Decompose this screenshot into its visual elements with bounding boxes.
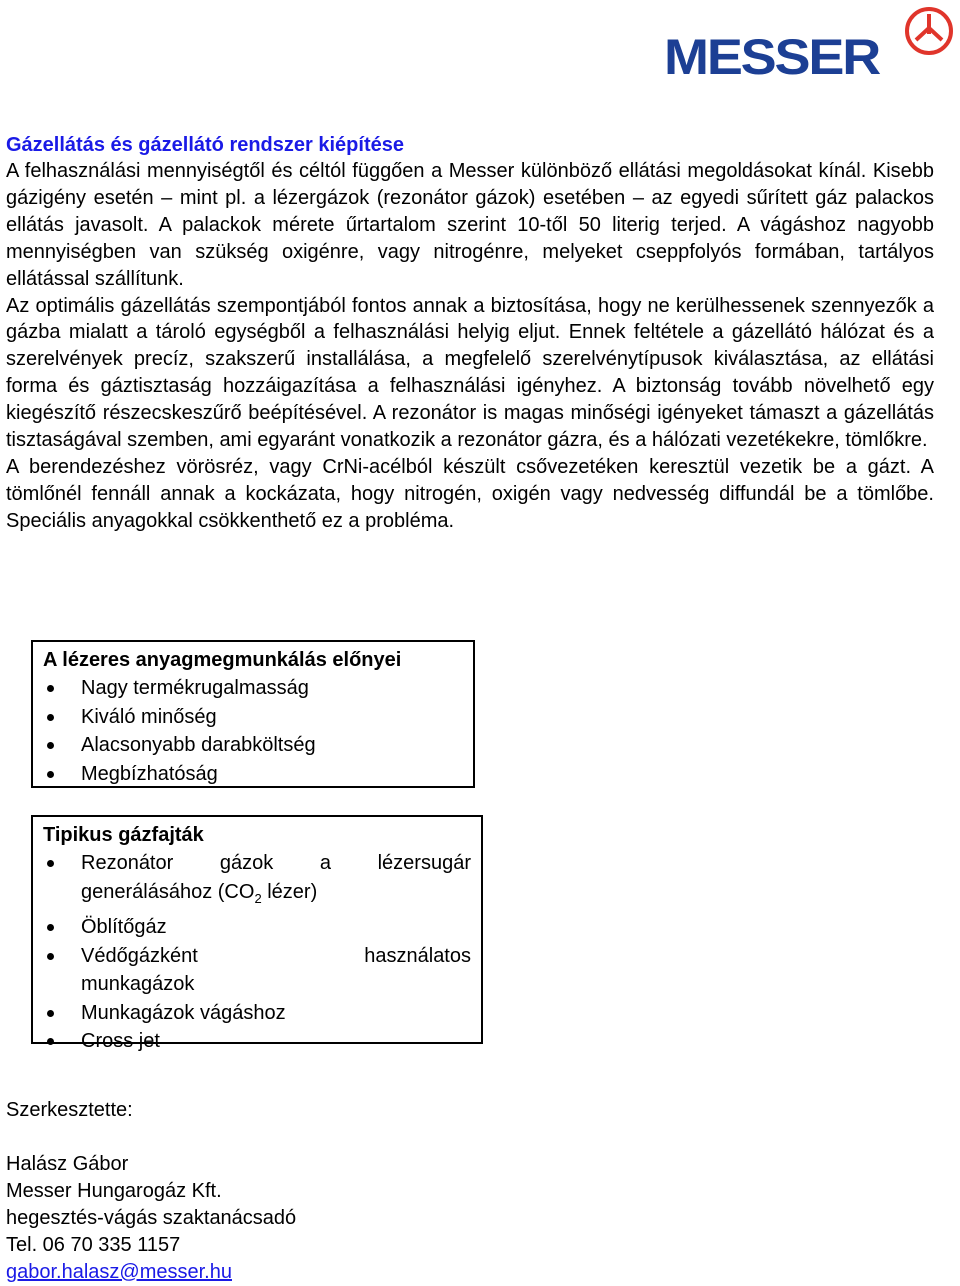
author-block (6, 1151, 296, 1286)
bullet-icon (47, 924, 54, 931)
bullet-icon (47, 714, 54, 721)
list-item: Rezonátor gázok a lézersugár generálásához ($CO_2$ lézer) (43, 849, 471, 913)
bullet-icon (47, 860, 54, 867)
gas-types-list (43, 849, 471, 1056)
advantages-list (43, 674, 463, 788)
body-text (6, 158, 934, 535)
bullet-icon (47, 685, 54, 692)
advantages-title: A lézeres anyagmegmunkálás előnyei (43, 649, 402, 671)
messer-logo (664, 6, 954, 85)
gas-types-title: Tipikus gázfajták (43, 824, 204, 846)
list-item: Nagy termékrugalmasság (43, 674, 463, 703)
author-email-link[interactable]: gabor.halasz@messer.hu (6, 1261, 232, 1283)
list-item: Munkagázok vágáshoz (43, 999, 471, 1028)
bullet-icon (47, 742, 54, 749)
bullet-icon (47, 1038, 54, 1045)
list-item: Védőgázként használatos munkagázok (43, 942, 471, 999)
list-item: Cross jet (43, 1027, 471, 1056)
paragraph-3: A berendezéshez vörösréz, vagy CrNi-acélból készült csővezetéken keresztül vezetik be a gázt. A tömlőnél fennáll annak a kockázata, hogy nitrogén, oxigén vagy nedvesség diffundál be a tömlőbe. Speciális anyagokkal csökkenthető ez a probléma. (6, 455, 934, 532)
list-item: Öblítőgáz (43, 913, 471, 942)
advantages-box (31, 640, 475, 788)
edited-by-label: Szerkesztette: (6, 1099, 133, 1121)
list-item: Alacsonyabb darabköltség (43, 731, 463, 760)
gas-types-box (31, 815, 483, 1052)
paragraph-2: Az optimális gázellátás szempontjából fontos annak a biztosítása, hogy ne kerülhessenek szennyezők a gázba mialatt a tároló egységből a felhasználási helyig eljut. Ennek feltétele a gázellátó hálózat és a szerelvények precíz, szakszerű installálása, a megfelelő szerelvénytípusok kiválasztása, az ellátási forma és gáztisztaság hozzáigazítása a felhasználási igényhez. A biztonság tovább növelhető egy kiegészítő részecskeszűrő beépítésével. A rezonátor is magas minőségi igényeket támaszt a gázellátás tisztaságával szemben, ami egyaránt vonatkozik a rezonátor gázra, és a hálózati vezetékekre, tömlőkre. (6, 294, 934, 452)
bullet-icon (47, 771, 54, 778)
section-title: Gázellátás és gázellátó rendszer kiépítése (6, 134, 404, 156)
author-phone: Tel. 06 70 335 1157 (6, 1234, 181, 1256)
author-role: hegesztés-vágás szaktanácsadó (6, 1207, 297, 1229)
list-item: Megbízhatóság (43, 760, 463, 789)
list-item: Kiváló minőség (43, 703, 463, 732)
author-company: Messer Hungarogáz Kft. (6, 1180, 222, 1202)
messer-triangle-circle-icon (904, 6, 954, 56)
paragraph-1: A felhasználási mennyiségtől és céltól függően a Messer különböző ellátási megoldásokat kínál. Kisebb gázigény esetén – mint pl. a lézergázok (rezonátor gázok) esetében – az egyedi sűrített gáz palackos ellátás javasolt. A palackok mérete űrtartalom szerint 10-től 50 literig terjed. A vágáshoz nagyobb mennyiségben van szükség oxigénre, vagy nitrogénre, melyeket cseppfolyós formában, tartályos ellátással szállítunk. (6, 160, 934, 290)
bullet-icon (47, 953, 54, 960)
bullet-icon (47, 1010, 54, 1017)
author-name: Halász Gábor (6, 1153, 129, 1175)
logo-wordmark: MESSER (664, 29, 880, 85)
